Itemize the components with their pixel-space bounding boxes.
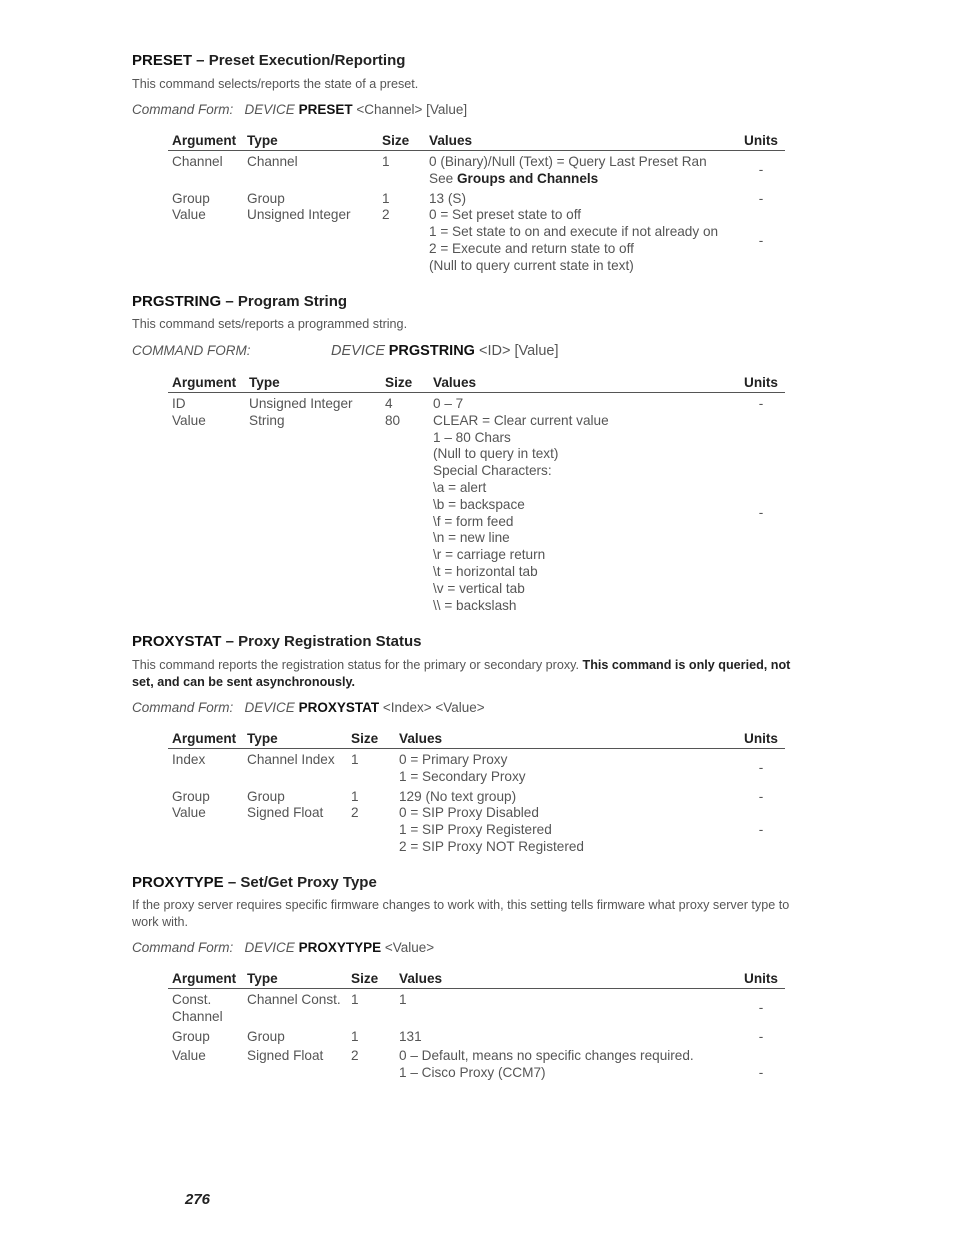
column-header: Argument [168, 970, 243, 989]
values-cell: 0 (Binary)/Null (Text) = Query Last Preset Ran See Groups and Channels [429, 154, 707, 186]
table-row [168, 413, 785, 615]
size-cell: 1 [351, 752, 359, 767]
column-header: Units [737, 132, 785, 151]
table-header-row [168, 374, 785, 393]
argument-cell: Channel [172, 154, 223, 169]
values-cell: 0 = Set preset state to off 1 = Set state to on and execute if not already on 2 = Execute and return state to off (Null to query current state in text) [429, 207, 719, 273]
column-header: Units [737, 374, 785, 393]
command-form: Command Form: DEVICE PRESET <Channel> [Value] [132, 102, 468, 117]
values-cell: 13 (S) [429, 190, 467, 206]
type-cell: Unsigned Integer [249, 396, 353, 411]
size-cell: 1 [351, 992, 359, 1007]
table-row [168, 749, 785, 786]
command-form: COMMAND FORM: DEVICE PRGSTRING <ID> [Value] [132, 343, 559, 359]
column-header: Units [737, 730, 785, 749]
type-cell: Unsigned Integer [247, 207, 351, 223]
values-cell: 1 [399, 992, 407, 1007]
column-header: Units [737, 970, 785, 989]
table-row [168, 1026, 785, 1046]
values-cell: 129 (No text group) [399, 788, 517, 804]
values-cell: 0 – 7 [433, 396, 464, 411]
table-header-row [168, 132, 785, 151]
page-number: 276 [185, 1191, 211, 1208]
argument-table-prgstring [168, 374, 785, 614]
type-cell: String [249, 412, 285, 428]
argument-cell: Index [172, 752, 206, 767]
argument-cell: ID [172, 396, 186, 411]
argument-cell: Group [172, 190, 210, 206]
table-row [168, 188, 785, 208]
size-cell: 2 [351, 1048, 359, 1064]
values-cell: CLEAR = Clear current value 1 – 80 Chars (Null to query in text) Special Characters: \a = alert \b = backspace \f = form feed \n = new line \r = carriage return \t = horizontal tab \v = vertical tab \\ = backslash [433, 412, 609, 613]
size-cell: 2 [351, 805, 359, 821]
table-header-row [168, 730, 785, 749]
column-header: Argument [168, 730, 243, 749]
values-cell: 0 – Default, means no specific changes required. 1 – Cisco Proxy (CCM7) [399, 1048, 694, 1081]
size-cell: 80 [385, 412, 401, 428]
section-description: This command reports the registration status for the primary or secondary proxy. This command is only queried, not set, and can be sent asynchronously. [132, 658, 791, 689]
column-header: Values [395, 970, 737, 989]
section-title-preset: PRESET – Preset Execution/Reporting [132, 52, 406, 69]
units-cell: - [758, 190, 764, 206]
units-cell: - [758, 396, 764, 411]
units-cell: - [758, 760, 764, 776]
units-cell: - [758, 1028, 764, 1044]
argument-table-preset [168, 132, 785, 275]
size-cell: 1 [382, 154, 390, 169]
units-cell: - [758, 788, 764, 804]
section-description: This command sets/reports a programmed string. [132, 317, 408, 331]
units-cell: - [758, 822, 764, 838]
type-cell: Signed Float [247, 1048, 324, 1064]
column-header: Type [245, 374, 381, 393]
type-cell: Group [247, 190, 285, 206]
column-header: Type [243, 970, 347, 989]
values-cell: 131 [399, 1028, 422, 1044]
command-form: Command Form: DEVICE PROXYTYPE <Value> [132, 940, 435, 955]
column-header: Type [243, 132, 378, 151]
type-cell: Channel [247, 154, 298, 169]
units-cell: - [758, 1065, 764, 1081]
column-header: Argument [168, 132, 243, 151]
argument-cell: Value [172, 412, 206, 428]
column-header: Size [381, 374, 429, 393]
argument-cell: Group [172, 1028, 210, 1044]
size-cell: 2 [382, 207, 390, 223]
section-description: If the proxy server requires specific firmware changes to work with, this setting tells firmware what proxy server type to work with. [132, 898, 790, 929]
column-header: Values [429, 374, 737, 393]
table-row [168, 393, 785, 413]
section-title-proxytype: PROXYTYPE – Set/Get Proxy Type [132, 874, 377, 891]
column-header: Values [395, 730, 737, 749]
table-row [168, 1045, 785, 1082]
argument-cell: Group [172, 788, 210, 804]
units-cell: - [758, 232, 764, 248]
argument-cell: Value [172, 1048, 206, 1064]
column-header: Argument [168, 374, 245, 393]
argument-cell: Value [172, 207, 206, 223]
size-cell: 4 [385, 396, 393, 411]
table-row [168, 151, 785, 188]
type-cell: Group [247, 1028, 285, 1044]
type-cell: Signed Float [247, 805, 324, 821]
column-header: Size [347, 730, 395, 749]
type-cell: Group [247, 788, 285, 804]
column-header: Size [378, 132, 425, 151]
size-cell: 1 [382, 190, 390, 206]
values-cell: 0 = Primary Proxy 1 = Secondary Proxy [399, 752, 526, 784]
column-header: Values [425, 132, 737, 151]
column-header: Size [347, 970, 395, 989]
section-description: This command selects/reports the state of a preset. [132, 77, 419, 91]
units-cell: - [758, 1000, 764, 1016]
size-cell: 1 [351, 1028, 359, 1044]
command-form: Command Form: DEVICE PROXYSTAT <Index> <Value> [132, 700, 485, 715]
values-cell: 0 = SIP Proxy Disabled 1 = SIP Proxy Registered 2 = SIP Proxy NOT Registered [399, 805, 584, 854]
column-header: Type [243, 730, 347, 749]
table-row [168, 805, 785, 855]
type-cell: Channel Const. [247, 992, 341, 1007]
table-header-row [168, 970, 785, 989]
size-cell: 1 [351, 788, 359, 804]
argument-cell: Const. Channel [172, 992, 223, 1024]
units-cell: - [758, 162, 764, 178]
argument-table-proxystat [168, 730, 785, 856]
units-cell: - [758, 505, 764, 521]
table-row [168, 989, 785, 1026]
section-title-prgstring: PRGSTRING – Program String [132, 293, 348, 310]
table-row [168, 786, 785, 806]
type-cell: Channel Index [247, 752, 335, 767]
section-title-proxystat: PROXYSTAT – Proxy Registration Status [132, 633, 422, 650]
argument-cell: Value [172, 805, 206, 821]
table-row [168, 207, 785, 274]
argument-table-proxytype [168, 970, 785, 1082]
